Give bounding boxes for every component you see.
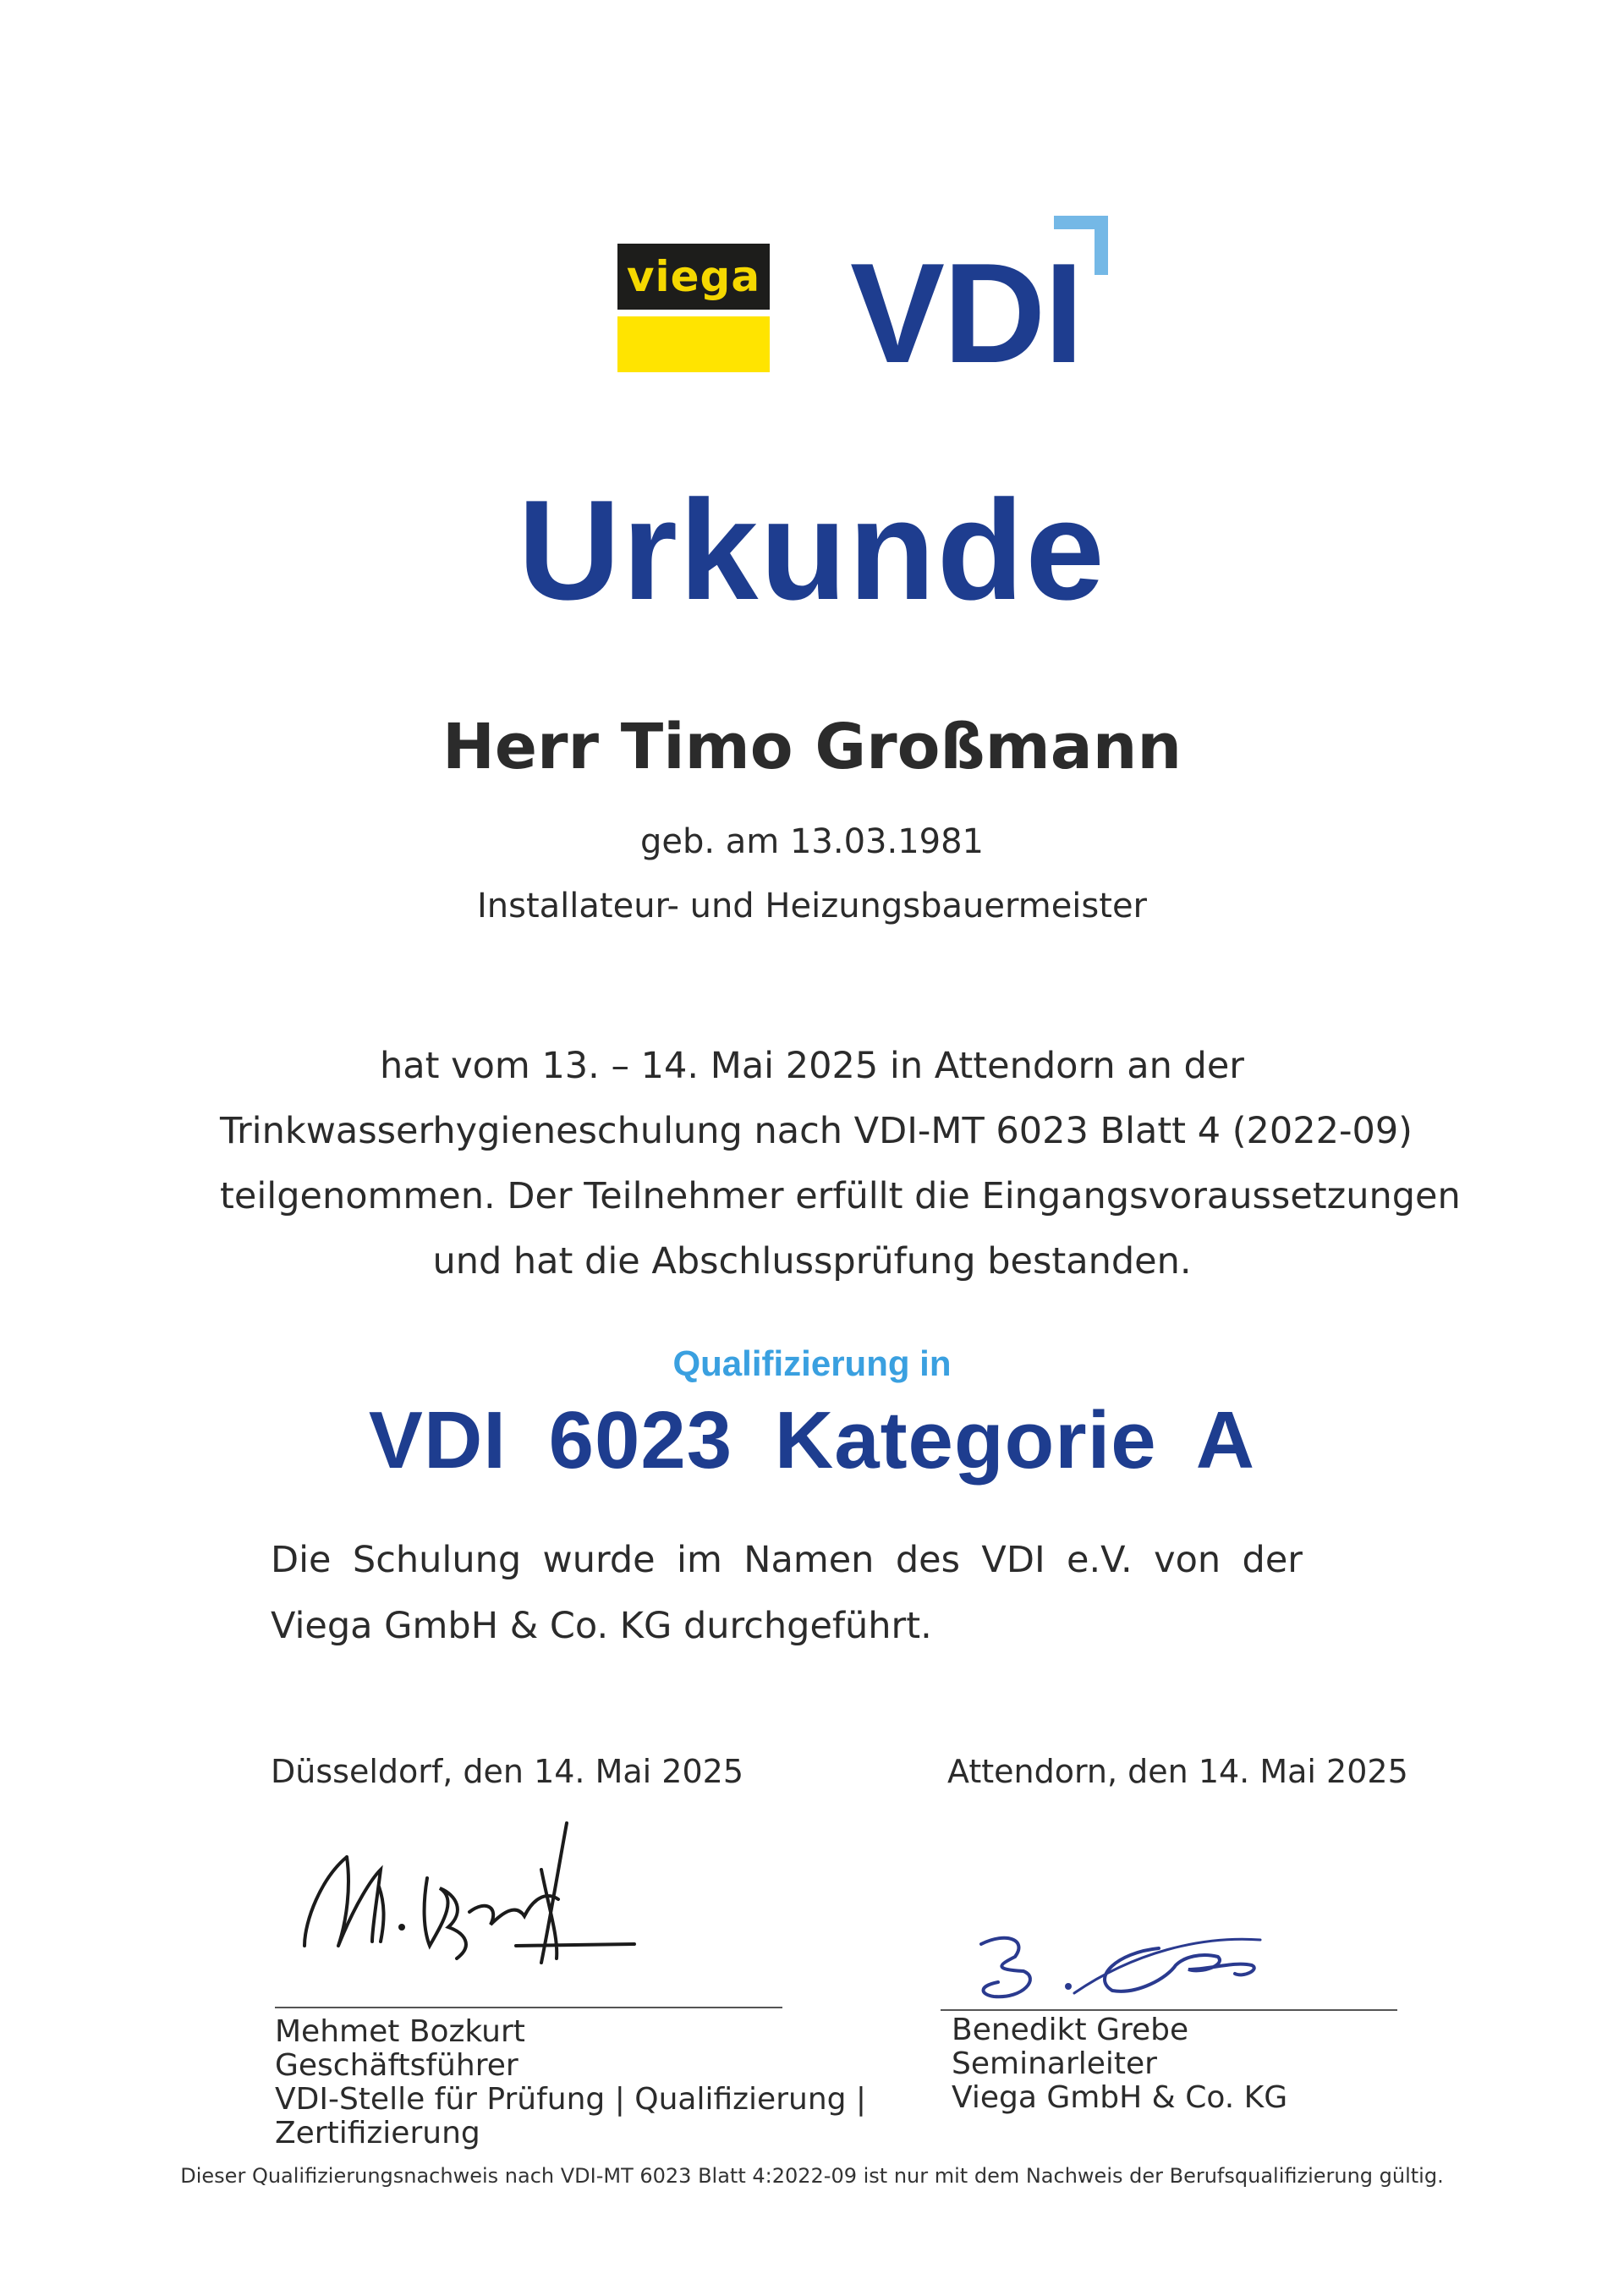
body-line: teilgenommen. Der Teilnehmer erfüllt die Eingangsvoraussetzungen [220,1175,1461,1217]
recipient-birth-date: geb. am 13.03.1981 [639,822,985,861]
body-line: Trinkwasserhygieneschulung nach VDI-MT 6023 Blatt 4 (2022-09) [220,1110,1413,1152]
viega-logo-text: viega [626,252,761,301]
viega-logo-yellow-bar [617,316,770,372]
certificate-body [220,1034,1461,1294]
training-statement-line: Die Schulung wurde im Namen des VDI e.V. von der [271,1539,1303,1581]
certificate-title: Urkunde [518,470,1106,629]
right-signer-name: Benedikt Grebe [952,2013,1189,2047]
right-signature-image [947,1919,1286,2003]
vdi-logo [850,216,1108,393]
left-signature-image [288,1819,643,1967]
qualification-label: Qualifizierung in [672,1343,952,1383]
left-signer-org: Zertifizierung [275,2116,480,2150]
right-signer-org: Viega GmbH & Co. KG [952,2080,1288,2115]
training-statement [271,1527,1303,1659]
left-signer-name: Mehmet Bozkurt [275,2014,525,2049]
recipient-name: Herr Timo Großmann [442,711,1182,783]
left-signer-block [275,2015,884,2150]
body-line: hat vom 13. – 14. Mai 2025 in Attendorn an der [380,1045,1244,1087]
body-line: und hat die Abschlussprüfung bestanden. [432,1240,1192,1283]
right-signature-line [941,2009,1397,2011]
validity-footnote: Dieser Qualifizierungsnachweis nach VDI-MT 6023 Blatt 4:2022-09 ist nur mit dem Nachweis der Berufsqualifizierung gültig. [180,2164,1444,2188]
qualification-name: VDI 6023 Kategorie A [368,1395,1256,1486]
training-statement-line: Viega GmbH & Co. KG durchgeführt. [271,1605,932,1647]
left-place-date: Düsseldorf, den 14. Mai 2025 [271,1753,743,1790]
right-signer-role: Seminarleiter [952,2046,1157,2081]
right-place-date: Attendorn, den 14. Mai 2025 [947,1753,1408,1790]
right-signer-block [952,2013,1493,2115]
vdi-logo-text: VDI [850,233,1083,393]
viega-logo [617,244,770,372]
recipient-profession: Installateur- und Heizungsbauermeister [476,887,1147,926]
viega-logo-black-bar [617,244,770,310]
left-signature-line [275,2007,782,2008]
left-signer-role: Geschäftsführer [275,2048,518,2083]
left-signer-org: VDI-Stelle für Prüfung | Qualifizierung | [275,2082,867,2117]
